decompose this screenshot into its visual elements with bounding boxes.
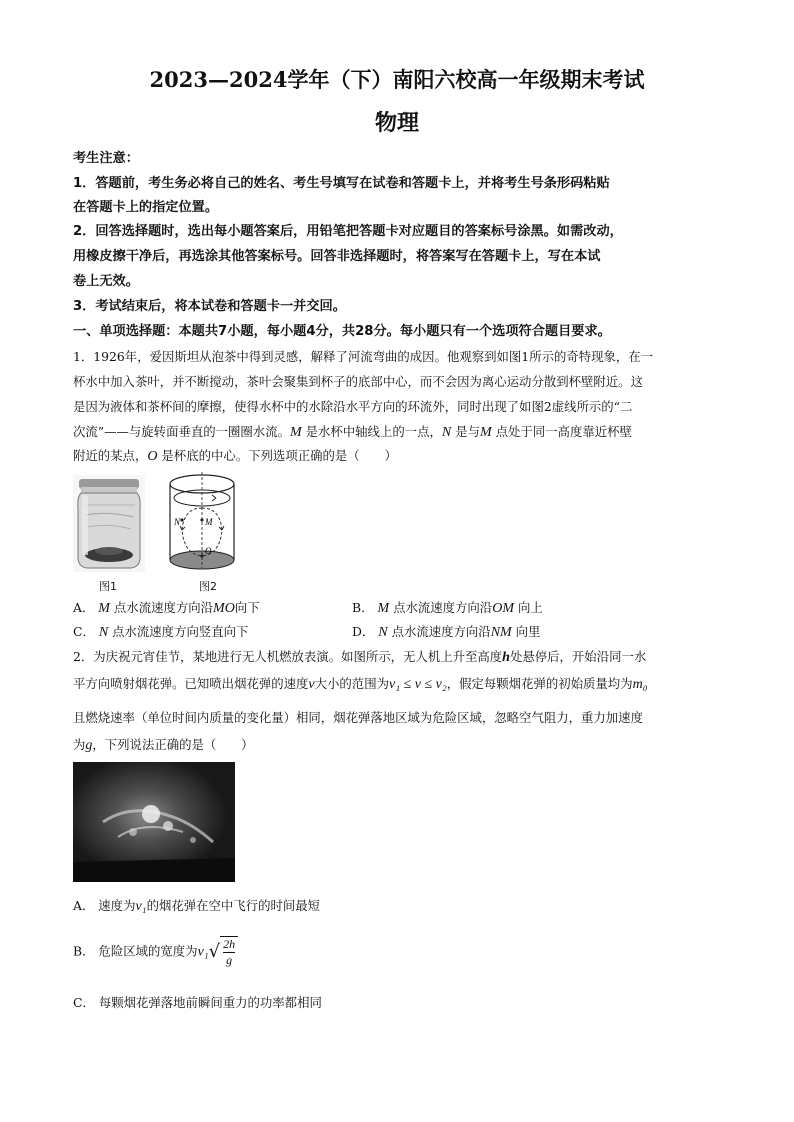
tea-jar-photo <box>73 475 145 572</box>
q1-text-line: 1．1926年，爱因斯坦从泡茶中得到灵感，解释了河流弯曲的成因。他观察到如图1所示的奇特现象，在一 <box>73 349 654 364</box>
sqrt-sign: √ <box>208 941 221 962</box>
label-M: M <box>205 517 213 527</box>
q2-option-c: C． 每颗烟花弹落地前瞬间重力的功率都相同 <box>73 995 322 1010</box>
q1-text-line: 是因为液体和茶杯间的摩擦，使得水杯中的水除沿水平方向的环流外，同时出现了如图2虚线所示的“二 <box>73 399 633 414</box>
q2-option-b: B． 危险区域的宽度为v₁√ $\frac{2h}{g}$ <box>73 936 238 968</box>
q2-text-line: 为g，下列说法正确的是（ ） <box>73 737 254 753</box>
q1-text-line: 次流”——与旋转面垂直的一圈圈水流。M 是水杯中轴线上的一点，N 是与M 点处于同一高度靠近杯壁 <box>73 424 632 440</box>
q1-option-d: D． N 点水流速度方向沿NM 向里 <box>352 624 541 640</box>
notice-line: 卷上无效。 <box>73 274 139 289</box>
q1-option-c: C． N 点水流速度方向竖直向下 <box>73 624 249 640</box>
secondary-flow-diagram <box>162 470 242 575</box>
fig1-caption: 图1 <box>99 580 117 593</box>
notice-line: 3．考试结束后，将本试卷和答题卡一并交回。 <box>73 299 346 314</box>
label-O: O <box>205 546 212 556</box>
section-heading: 一、单项选择题：本题共7小题，每小题4分，共28分。每小题只有一个选项符合题目要求。 <box>73 324 611 339</box>
q1-text-line: 杯水中加入茶叶，并不断搅动，茶叶会聚集到杯子的底部中心，而不会因为离心运动分散到杯壁附近。这 <box>73 374 643 389</box>
exam-subject: 物理 <box>374 110 419 136</box>
fig2-caption: 图2 <box>199 580 217 593</box>
q2-text-line: 2．为庆祝元宵佳节，某地进行无人机燃放表演。如图所示，无人机上升至高度h处悬停后，开始沿同一水 <box>73 649 647 665</box>
q2-text-line: 且燃烧速率（单位时间内质量的变化量）相同，烟花弹落地区域为危险区域，忽略空气阻力，重力加速度 <box>73 710 643 725</box>
notice-heading: 考生注意： <box>73 151 139 166</box>
q1-option-b: B． M 点水流速度方向沿OM 向上 <box>352 600 543 616</box>
q2-option-a: A． 速度为v₁的烟花弹在空中飞行的时间最短 <box>73 898 321 914</box>
label-N: N <box>174 517 181 527</box>
fraction: $\frac{2h}{g}$ <box>220 936 238 968</box>
q1-text-line: 附近的某点，O 是杯底的中心。下列选项正确的是（ ） <box>73 448 397 464</box>
notice-line: 1．答题前，考生务必将自己的姓名、考生号填写在试卷和答题卡上，并将考生号条形码粘贴 <box>73 176 610 191</box>
notice-line: 2．回答选择题时，选出每小题答案后，用铅笔把答题卡对应题目的答案标号涂黑。如需改动， <box>73 224 623 239</box>
q2-text-line: 平方向喷射烟花弹。已知喷出烟花弹的速度v大小的范围为v₁ ≤ v ≤ v₂，假定每颗烟花弹的初始质量均为m₀ <box>73 676 648 692</box>
notice-line: 在答题卡上的指定位置。 <box>73 200 219 215</box>
q1-option-a: A． M 点水流速度方向沿MO向下 <box>73 600 260 616</box>
exam-title: 2023—2024学年（下）南阳六校高一年级期末考试 <box>149 67 645 92</box>
drone-fireworks-photo <box>73 762 235 882</box>
notice-line: 用橡皮擦干净后，再选涂其他答案标号。回答非选择题时，将答案写在答题卡上，写在本试 <box>73 249 601 264</box>
